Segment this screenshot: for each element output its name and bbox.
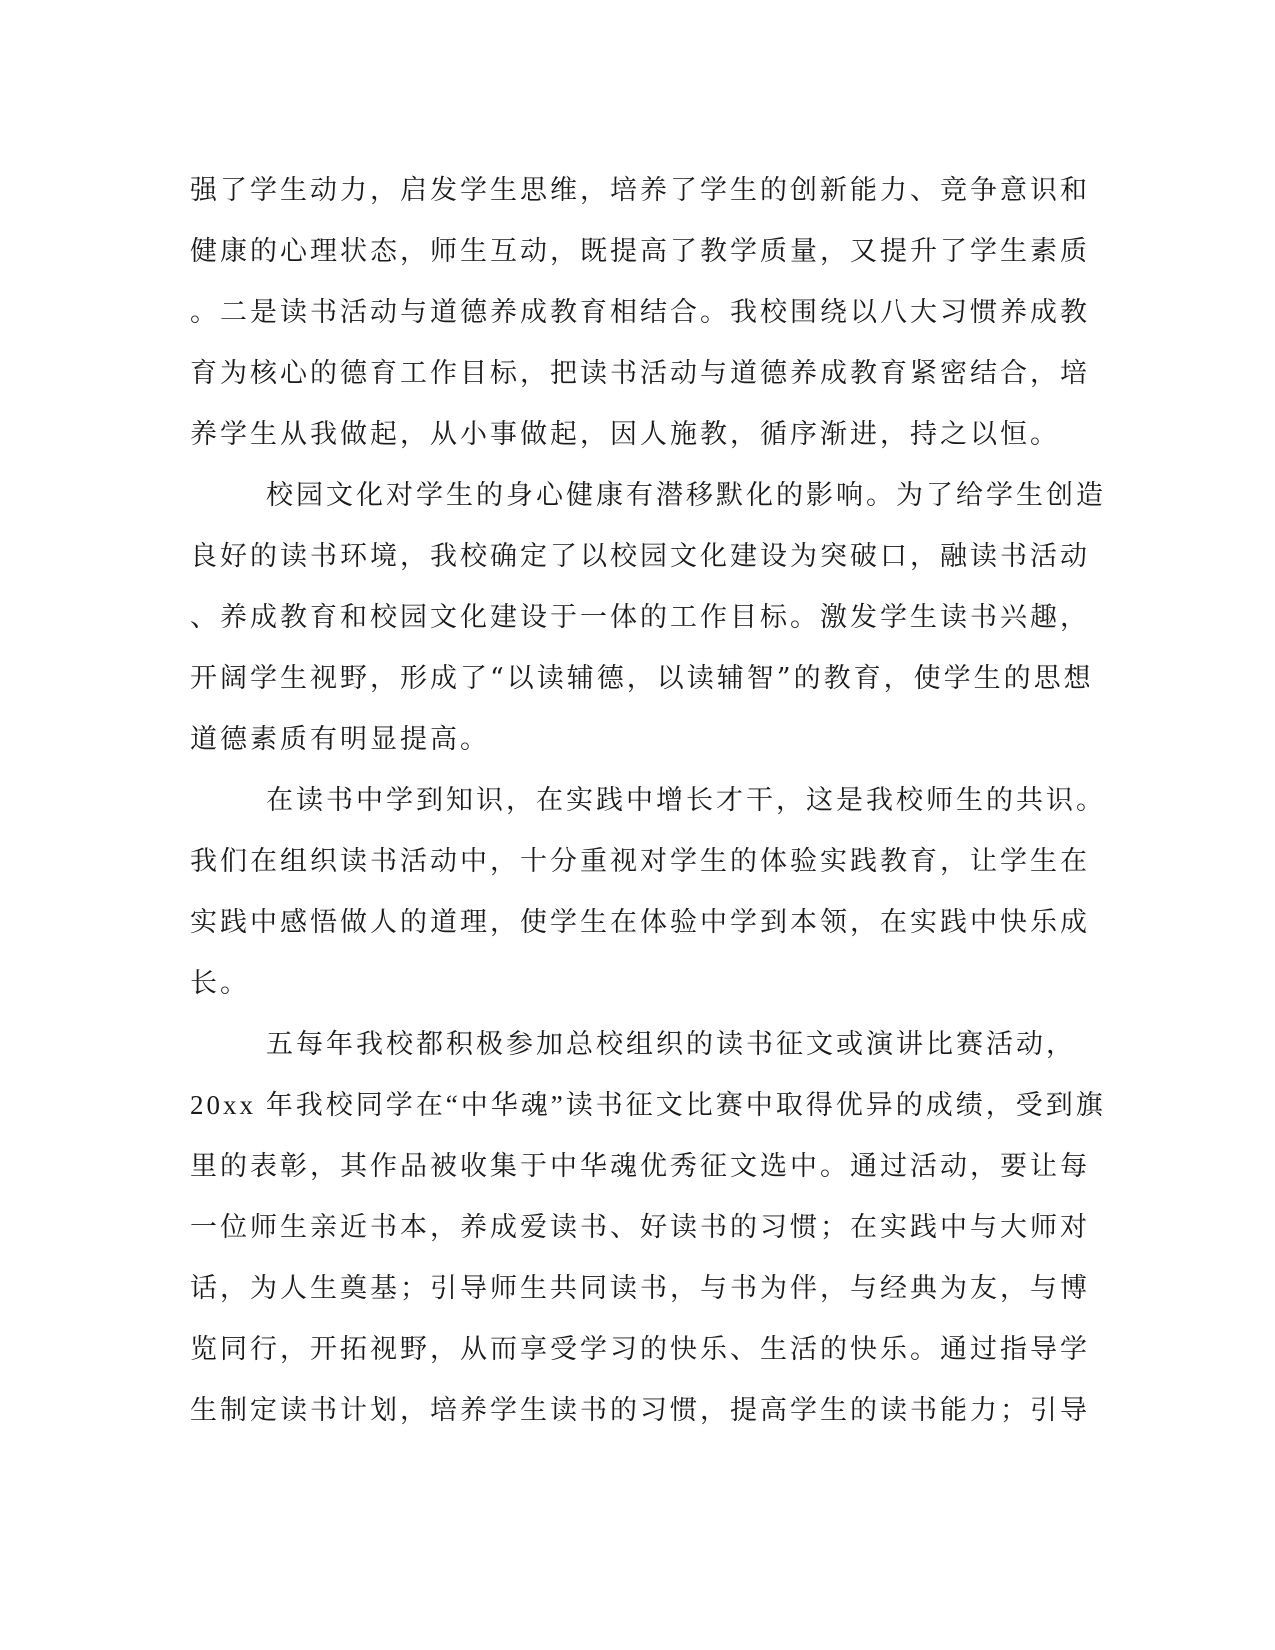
text-line: 道德素质有明显提高。: [190, 724, 490, 755]
text-line: 我们在组织读书活动中，十分重视对学生的体验实践教育，让学生在: [190, 846, 1090, 877]
body-text: [190, 160, 1106, 1441]
text-line: 养学生从我做起，从小事做起，因人施教，循序渐进，持之以恒。: [190, 419, 1060, 450]
text-line: 开阔学生视野，形成了“以读辅德，以读辅智”的教育，使学生的思想: [190, 663, 1094, 694]
paragraph-start-line: 五每年我校都积极参加总校组织的读书征文或演讲比赛活动，: [266, 1029, 1076, 1060]
text-line: 里的表彰，其作品被收集于中华魂优秀征文选中。通过活动，要让每: [190, 1151, 1090, 1182]
text-line: 话，为人生奠基；引导师生共同读书，与书为伴，与经典为友，与博: [190, 1273, 1090, 1304]
text-line: 一位师生亲近书本，养成爱读书、好读书的习惯；在实践中与大师对: [190, 1212, 1090, 1243]
text-line: 、养成教育和校园文化建设于一体的工作目标。激发学生读书兴趣，: [190, 602, 1090, 633]
paragraph-start-line: 在读书中学到知识，在实践中增长才干，这是我校师生的共识。: [266, 785, 1106, 816]
text-line: 育为核心的德育工作目标，把读书活动与道德养成教育紧密结合，培: [190, 358, 1090, 389]
text-line: 生制定读书计划，培养学生读书的习惯，提高学生的读书能力；引导: [190, 1395, 1090, 1426]
text-line: 20xx 年我校同学在“中华魂”读书征文比赛中取得优异的成绩，受到旗: [190, 1090, 1106, 1120]
text-line: 良好的读书环境，我校确定了以校园文化建设为突破口，融读书活动: [190, 541, 1090, 572]
text-line: 健康的心理状态，师生互动，既提高了教学质量，又提升了学生素质: [190, 236, 1090, 267]
text-line: 。二是读书活动与道德养成教育相结合。我校围绕以八大习惯养成教: [190, 297, 1090, 328]
text-line: 览同行，开拓视野，从而享受学习的快乐、生活的快乐。通过指导学: [190, 1334, 1090, 1365]
text-line: 实践中感悟做人的道理，使学生在体验中学到本领，在实践中快乐成: [190, 907, 1090, 938]
text-line: 强了学生动力，启发学生思维，培养了学生的创新能力、竞争意识和: [190, 175, 1090, 206]
paragraph-start-line: 校园文化对学生的身心健康有潜移默化的影响。为了给学生创造: [266, 480, 1106, 511]
text-line: 长。: [190, 968, 250, 999]
